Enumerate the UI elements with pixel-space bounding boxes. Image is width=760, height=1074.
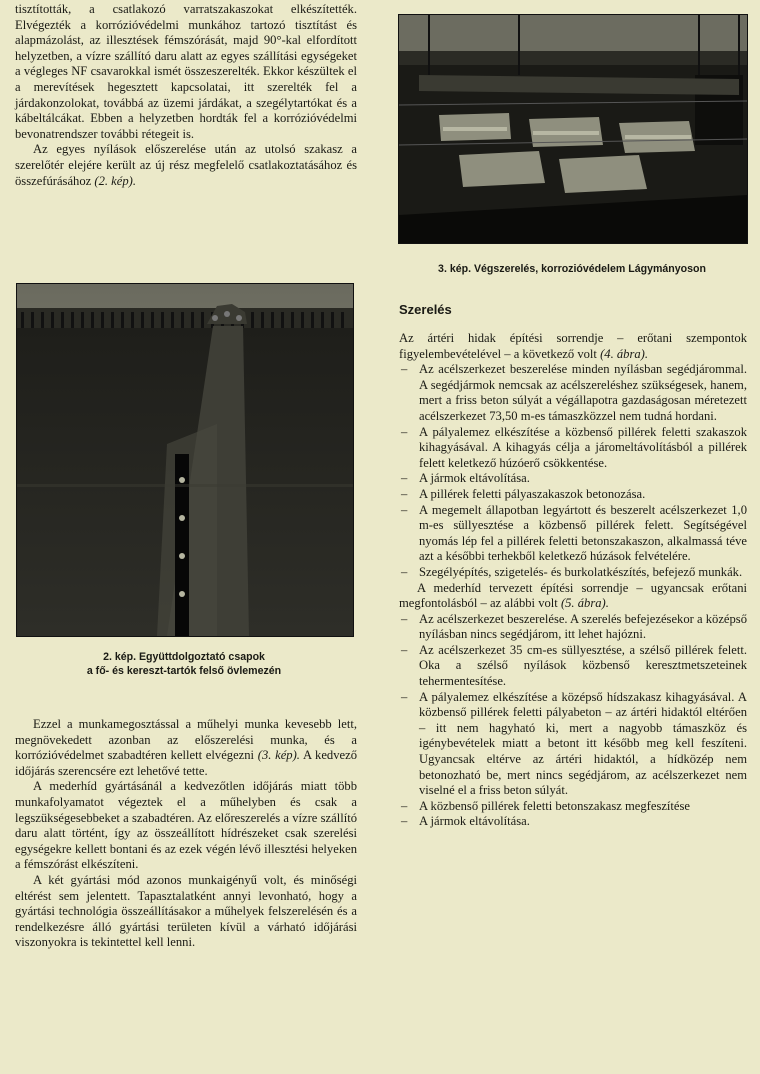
list-item: – A pillérek feletti pályaszakaszok betonozása. bbox=[399, 487, 747, 503]
list-item: – A pályalemez elkészítése a középső hídszakasz kihagyásával. A közbenső pillérek feletti pályabeton – az ártéri hidaktól eltérően – itt nem hagyható ki, mert a nagyobb támaszköz és igénybevételek miatt a betont itt később meg kell feszíteni. Ugyancsak eltérve az ártéri hidaktól, a hídközép nem betonozható be, mert nincs segédjárom, az acélszerkezet nem viselné el a friss beton súlyát. bbox=[399, 690, 747, 799]
list-item: – Szegélyépítés, szigetelés- és burkolatkészítés, befejező munkák. bbox=[399, 565, 747, 581]
list-item: – A jármok eltávolítása. bbox=[399, 471, 747, 487]
paragraph: tisztították, a csatlakozó varratszakaszokat elkészítették. Elvégezték a korrózióvédelmi munkához tartozó tisztítást és alapmázolást, az illesztések fémszórását, majd 90°-kal elfordított helyzetben, a vízre szállító daru alatt az egyes szállítási egységeket a végleges NF csavarokkal ismét összeszerelték. Ekkor készültek el a merevítések hegesztett kapcsolatai, itt szerelték fel a járdakonzolokat, továbbá az üzemi járdákat, a szegélytartókat és a kábeltálcákat. Ebben a helyzetben hordták fel a korrózióvédelmi bevonatrendszer további rétegeit is. bbox=[15, 2, 357, 141]
construction-order-list-2 bbox=[399, 612, 747, 830]
paragraph: A mederhíd tervezett építési sorrendje – ugyancsak erőtani megfontolásból – az alábbi volt (5. ábra). bbox=[399, 580, 747, 611]
paragraph: Az ártéri hidak építési sorrendje – erőtani szempontok figyelembevételével – a következő volt (4. ábra). bbox=[399, 331, 747, 361]
paragraph: Az egyes nyílások előszerelése után az utolsó szakasz a szerelőtér elejére került az új rész megfelelő csatlakoztatásához és összefúrásához (2. kép). bbox=[15, 142, 357, 188]
caption-line: 3. kép. Végszerelés, korrozióvédelem Lágymányoson bbox=[438, 263, 706, 275]
section-heading: Szerelés bbox=[399, 302, 452, 317]
caption-photo-2 bbox=[16, 650, 352, 678]
list-item: – A közbenső pillérek feletti betonszakasz megfeszítése bbox=[399, 799, 747, 815]
photo-3 bbox=[398, 14, 748, 244]
list-item: – Az acélszerkezet beszerelése minden nyílásban segédjárommal. A segédjármok nemcsak az acélszereléshez szükségesek, hanem, mert a friss beton súlyát a végállapotra gazdaságosan méretezett acélszerkezet 73,50 m-es támaszközzel nem tudná hordani. bbox=[399, 362, 747, 424]
caption-line: a fő- és kereszt-tartók felső övlemezén bbox=[86, 665, 282, 677]
paragraph: A két gyártási mód azonos munkaigényű volt, és minőségi eltérést sem jelentett. Tapasztalatként annyi levonható, hogy a gyártási technológia összeállításakor a műhelyek felszerelésén és a rendelkezésre álló gyártási területen kívül a várható időjárási viszonyokra is tekintettel kell lenni. bbox=[15, 872, 357, 950]
list-item: – A megemelt állapotban legyártott és beszerelt acélszerkezet 1,0 m-es süllyesztése a közbenső pillérek felett. Segítségével nyomás lép fel a pillérek feletti betonszakaszon, alkalmassá téve azt a későbbi terhekből keletkező húzások felvételére. bbox=[399, 503, 747, 565]
list-item: – Az acélszerkezet beszerelése. A szerelés befejezésekor a középső nyílásban nincs segédjárom, itt lehet hajózni. bbox=[399, 612, 747, 643]
left-bottom-text bbox=[15, 717, 357, 951]
list-item: – Az acélszerkezet 35 cm-es süllyesztése, a szélső pillérek felett. Oka a szélső nyílások közbenső keresztmetszeteinek tehermentesítése. bbox=[399, 643, 747, 690]
paragraph: A mederhíd gyártásánál a kedvezőtlen időjárás miatt több munkafolyamatot végeztek el a műhelyben és csak a legszükségesebbeket a szabadtéren. Az előreszerelés a vízre szállító daru alatt történt, így az összeállított hídrészeket csak szerelési egységekre kellett bontani és az ezek végén lévő illesztési helyeken a fémszórást elkészíteni. bbox=[15, 779, 357, 872]
caption-photo-3 bbox=[398, 262, 746, 276]
right-text bbox=[399, 331, 747, 830]
left-top-text bbox=[15, 2, 357, 189]
list-item: – A pályalemez elkészítése a közbenső pillérek feletti szakaszok kihagyásával. A kihagyás célja a járomeltávolításból a pillérek felett keletkező húzóerő csökkentése. bbox=[399, 425, 747, 472]
construction-order-list-1 bbox=[399, 362, 747, 580]
paragraph: Ezzel a munkamegosztással a műhelyi munka kevesebb lett, megnövekedett azonban az előszerelési munka, és a korrózióvédelmet szabadtéren kellett elvégezni (3. kép). A kedvező időjárás szerencsére ezt lehetővé tette. bbox=[15, 717, 357, 778]
photo-2 bbox=[16, 283, 354, 637]
list-item: – A jármok eltávolítása. bbox=[399, 814, 747, 830]
caption-line: 2. kép. Együttdolgoztató csapok bbox=[103, 651, 265, 663]
